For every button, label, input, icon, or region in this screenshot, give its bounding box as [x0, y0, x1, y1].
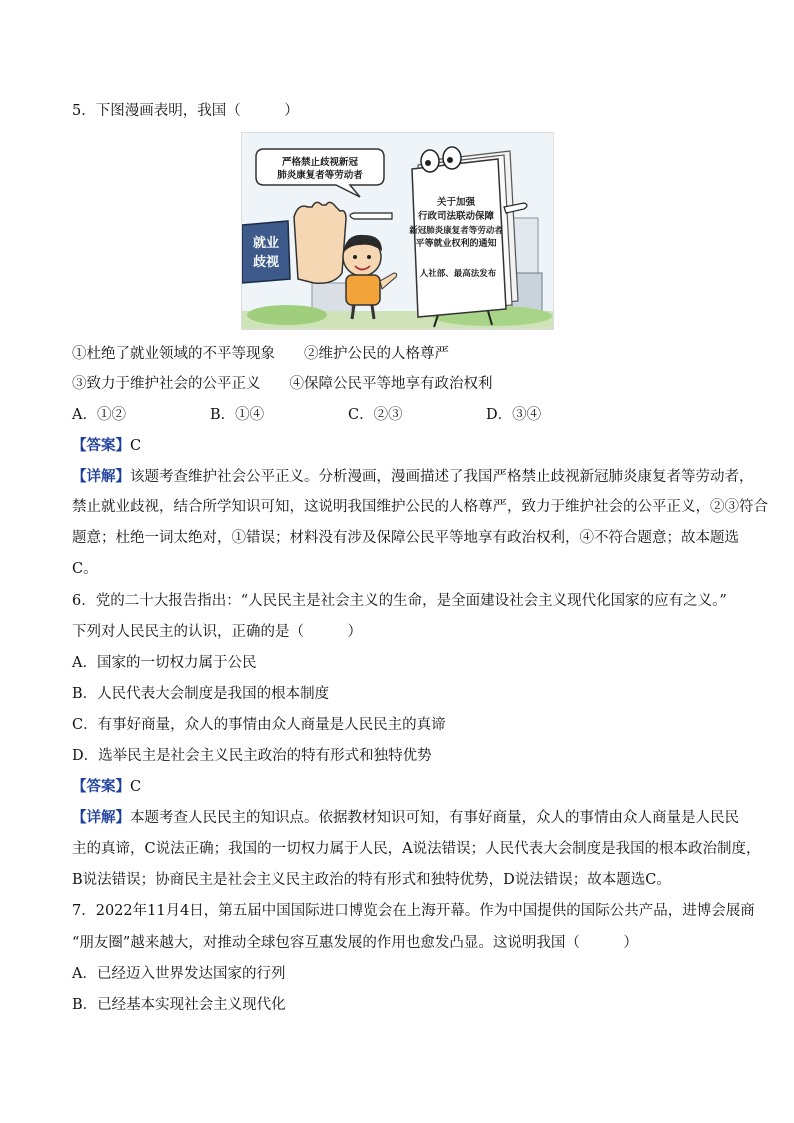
q5-detail-line-3: 题意；杜绝一词太绝对，①错误；材料没有涉及保障公民平等地享有政治权利，④不符合题意；故本题选	[72, 530, 739, 546]
q5-option-c[interactable]: C．②③	[348, 407, 403, 423]
answer-tag: 【答案】	[72, 437, 130, 454]
q7-stem-line-2: “朋友圈”越来越大，对推动全球包容互惠发展的作用也愈发凸显。这说明我国（ ）	[72, 935, 638, 951]
q7-stem-line-1: 7．2022年11月4日，第五届中国国际进口博览会在上海开幕。作为中国提供的国际公共产品，进博会展商	[72, 903, 755, 919]
q6-stem-line-1: 6．党的二十大报告指出：“人民民主是社会主义的生命，是全面建设社会主义现代化国家的应有之义。”	[72, 593, 727, 609]
answer-value: C	[130, 438, 142, 454]
q6-stem-line-2: 下列对人民民主的认识，正确的是（ ）	[72, 624, 362, 640]
doc-line-3: 新冠肺炎康复者等劳动者	[409, 226, 503, 236]
doc-line-5: 人社部、最高法发布	[419, 269, 497, 279]
q5-option-d[interactable]: D．③④	[486, 407, 542, 423]
speech-line-2: 肺炎康复者等劳动者	[277, 170, 363, 181]
block-line-1: 就业	[252, 236, 280, 251]
q6-detail-line-3: B说法错误；协商民主是社会主义民主政治的特有形式和独特优势，D说法错误；故本题选C。	[72, 872, 671, 888]
q5-statements-line-2: ③致力于维护社会的公平正义 ④保障公民平等地享有政治权利	[72, 376, 493, 392]
q5-detail-line-4: C。	[72, 561, 98, 577]
q5-answer	[72, 436, 141, 456]
answer-value: C	[130, 779, 142, 795]
q5-option-a[interactable]: A．①②	[72, 407, 126, 423]
q6-detail-line-2: 主的真谛，C说法正确；我国的一切权力属于人民，A说法错误；人民代表大会制度是我国的根本政治制度，	[72, 841, 761, 857]
detail-text: 该题考查维护社会公平正义。分析漫画，漫画描述了我国严格禁止歧视新冠肺炎康复者等劳动者，	[130, 469, 754, 485]
cartoon-illustration	[242, 133, 553, 329]
q6-option-a[interactable]: A．国家的一切权力属于公民	[72, 655, 257, 671]
detail-tag: 【详解】	[72, 468, 130, 485]
q6-detail-line-1	[72, 808, 739, 828]
speech-line-1: 严格禁止歧视新冠	[281, 157, 359, 168]
doc-line-4: 平等就业权利的通知	[415, 239, 497, 249]
detail-text: 本题考查人民民主的知识点。依据教材知识可知，有事好商量，众人的事情由众人商量是人民民	[130, 810, 739, 826]
q5-detail-line-1	[72, 467, 754, 487]
q5-statements-line-1: ①杜绝了就业领域的不平等现象 ②维护公民的人格尊严	[72, 346, 449, 362]
answer-tag: 【答案】	[72, 778, 130, 795]
q6-answer	[72, 777, 141, 797]
block-line-2: 歧视	[252, 255, 280, 270]
q5-option-b[interactable]: B．①④	[210, 407, 265, 423]
q7-option-a[interactable]: A．已经迈入世界发达国家的行列	[72, 966, 286, 982]
q6-option-b[interactable]: B．人民代表大会制度是我国的根本制度	[72, 686, 330, 702]
doc-line-2: 行政司法联动保障	[417, 211, 495, 222]
q5-options	[72, 405, 541, 425]
doc-line-1: 关于加强	[436, 197, 476, 208]
detail-tag: 【详解】	[72, 809, 130, 826]
q5-stem: 5．下图漫画表明，我国（ ）	[72, 103, 299, 119]
q6-option-c[interactable]: C．有事好商量，众人的事情由众人商量是人民民主的真谛	[72, 717, 446, 733]
q6-option-d[interactable]: D．选举民主是社会主义民主政治的特有形式和独特优势	[72, 748, 432, 764]
cartoon-image	[241, 132, 554, 330]
q5-detail-line-2: 禁止就业歧视，结合所学知识可知，这说明我国维护公民的人格尊严，致力于维护社会的公平正义，②③符合	[72, 499, 768, 515]
q7-option-b[interactable]: B．已经基本实现社会主义现代化	[72, 997, 286, 1013]
